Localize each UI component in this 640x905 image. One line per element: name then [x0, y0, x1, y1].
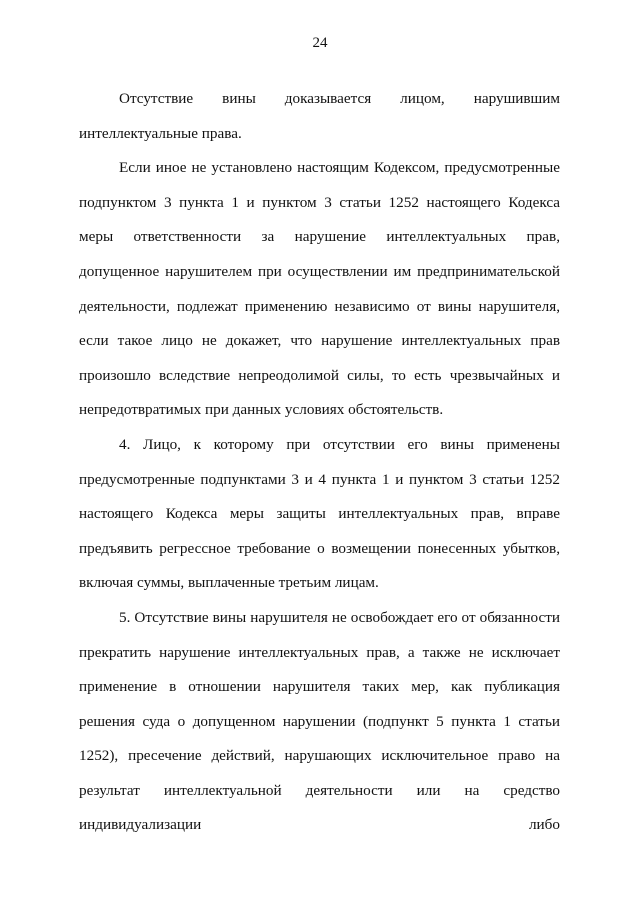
- document-body: [79, 82, 560, 843]
- page-number: 24: [312, 35, 328, 51]
- paragraph-item-4-recourse-claim: 4. Лицо, к которому при отсутствии его вины применены предусмотренные подпунктами 3 и 4 пункта 1 и пунктом 3 статьи 1252 настоящего Кодекса меры защиты интеллектуальных прав, вправе предъявить регрессное требование о возмещении понесенных убытков, включая суммы, выплаченные третьим лицам.: [79, 435, 560, 592]
- paragraph-liability-without-fault: Если иное не установлено настоящим Кодексом, предусмотренные подпунктом 3 пункта 1 и пунктом 3 статьи 1252 настоящего Кодекса меры ответственности за нарушение интеллектуальных прав, допущенное нарушителем при осуществлении им предпринимательской деятельности, подлежат применению независимо от вины нарушителя, если такое лицо не докажет, что нарушение интеллектуальных прав произошло вследствие непреодолимой силы, то есть чрезвычайных и непредотвратимых при данных условиях обстоятельств.: [79, 159, 560, 419]
- paragraph-item-5-no-exemption: 5. Отсутствие вины нарушителя не освобождает его от обязанности прекратить нарушение интеллектуальных прав, а также не исключает применение в отношении нарушителя таких мер, как публикация решения суда о допущенном нарушении (подпункт 5 пункта 1 статьи 1252), пресечение действий, нарушающих исключительное право на результат интеллектуальной деятельности или на средство индивидуализации либо: [79, 608, 560, 834]
- paragraph-fault-proof: Отсутствие вины доказывается лицом, нарушившим интеллектуальные права.: [79, 90, 560, 142]
